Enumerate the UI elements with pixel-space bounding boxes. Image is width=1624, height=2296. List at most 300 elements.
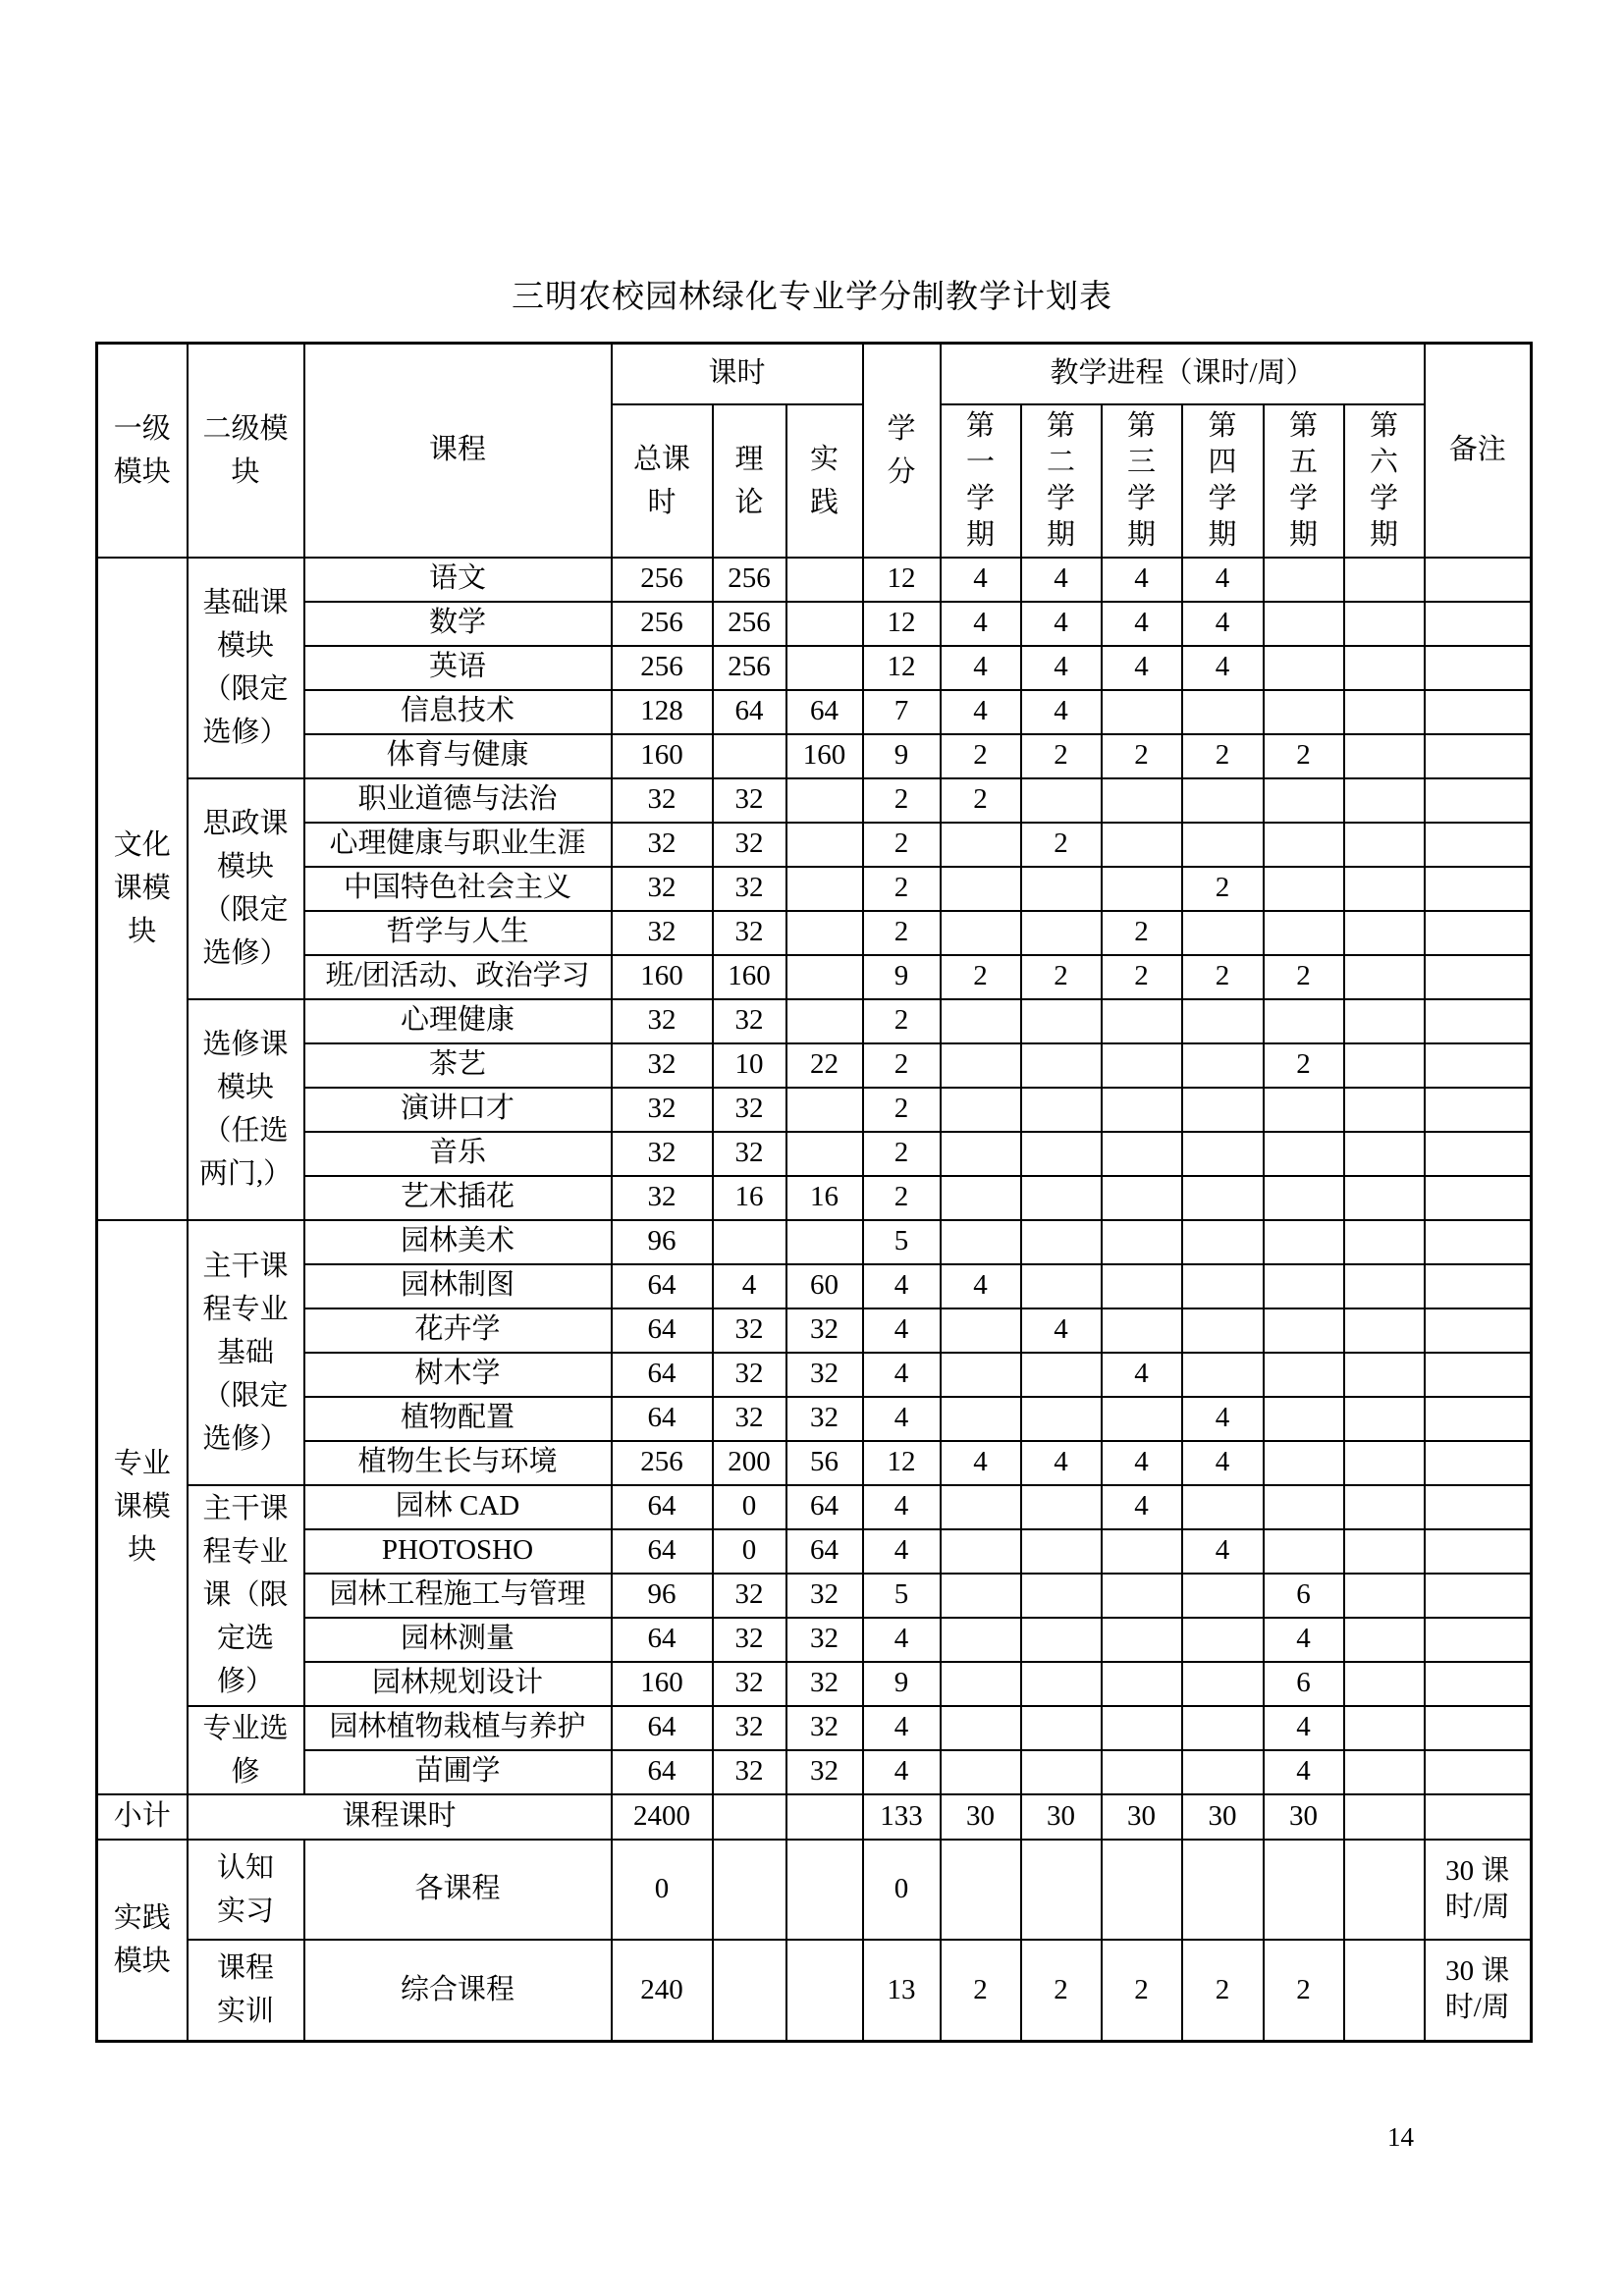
- semester-6-cell: [1344, 1132, 1425, 1176]
- remark-cell: [1425, 1353, 1532, 1397]
- level2-module-cell-line: 选修）: [202, 717, 289, 748]
- semester-1-cell: [941, 911, 1021, 955]
- semester-4-cell: 30: [1182, 1794, 1264, 1840]
- credits-cell: 4: [863, 1353, 941, 1397]
- course-cell: 信息技术: [304, 690, 612, 734]
- level1-module-header-line: 模块: [113, 455, 171, 488]
- total-hours-cell: 160: [612, 1662, 713, 1706]
- course-cell: 园林 CAD: [304, 1485, 612, 1529]
- course-cell: 树木学: [304, 1353, 612, 1397]
- semester-1-header-line: 学: [966, 482, 996, 514]
- course-cell: 音乐: [304, 1132, 612, 1176]
- practice-hours-cell: 16: [786, 1176, 863, 1220]
- credits-cell: 12: [863, 1441, 941, 1485]
- hours-group-header: 课时: [612, 344, 863, 404]
- semester-6-cell: [1344, 1485, 1425, 1529]
- practice-hours-cell: [786, 999, 863, 1043]
- level2-module-cell: [188, 558, 304, 778]
- semester-1-cell: [941, 1176, 1021, 1220]
- level2-module-cell-line: （限定: [202, 894, 289, 926]
- semester-5-cell: [1264, 1176, 1344, 1220]
- course-cell: 茶艺: [304, 1043, 612, 1088]
- practice-hours-cell: 32: [786, 1397, 863, 1441]
- semester-2-cell: [1021, 1529, 1102, 1574]
- course-cell: 英语: [304, 646, 612, 690]
- semester-6-header-line: 学: [1370, 482, 1399, 514]
- semester-1-header-line: 第: [966, 409, 996, 442]
- level2-module-cell-line: 实习: [216, 1895, 274, 1927]
- semester-4-cell: [1182, 1662, 1264, 1706]
- theory-header: [713, 404, 786, 558]
- credits-cell: 9: [863, 1662, 941, 1706]
- total-hours-cell: 64: [612, 1618, 713, 1662]
- practice-hours-cell: 64: [786, 1529, 863, 1574]
- remark-cell: [1425, 1794, 1532, 1840]
- semester-3-cell: 4: [1102, 1485, 1182, 1529]
- theory-hours-cell: [713, 1220, 786, 1264]
- course-header: 课程: [304, 344, 612, 558]
- semester-4-header-line: 学: [1208, 482, 1237, 514]
- semester-6-cell: [1344, 911, 1425, 955]
- semester-2-cell: [1021, 911, 1102, 955]
- remark-cell: [1425, 602, 1532, 646]
- practice-hours-cell: [786, 1794, 863, 1840]
- course-cell: 苗圃学: [304, 1750, 612, 1794]
- semester-5-cell: [1264, 646, 1344, 690]
- semester-1-cell: [941, 1529, 1021, 1574]
- credits-cell: 12: [863, 602, 941, 646]
- course-cell: PHOTOSHO: [304, 1529, 612, 1574]
- practice-hours-cell: 60: [786, 1264, 863, 1308]
- semester-5-cell: 6: [1264, 1574, 1344, 1618]
- semester-3-cell: [1102, 1706, 1182, 1750]
- level2-module-cell-line: 修: [231, 1755, 260, 1788]
- semester-2-cell: 4: [1021, 646, 1102, 690]
- semester-5-cell: 2: [1264, 1940, 1344, 2042]
- credits-cell: 12: [863, 558, 941, 602]
- semester-4-header: [1182, 404, 1264, 558]
- semester-5-header-line: 期: [1289, 518, 1319, 551]
- total-hours-header-line: 总课: [632, 443, 690, 475]
- course-cell: 演讲口才: [304, 1088, 612, 1132]
- level2-module-cell-line: 两门,）: [198, 1158, 293, 1190]
- credits-cell: 0: [863, 1840, 941, 1940]
- semester-3-cell: [1102, 1132, 1182, 1176]
- semester-4-cell: [1182, 1574, 1264, 1618]
- semester-6-cell: [1344, 734, 1425, 778]
- theory-hours-cell: 32: [713, 1308, 786, 1353]
- theory-hours-cell: 0: [713, 1529, 786, 1574]
- semester-3-cell: 4: [1102, 602, 1182, 646]
- semester-3-cell: 4: [1102, 1353, 1182, 1397]
- level2-module-header: [188, 344, 304, 558]
- course-cell: 心理健康: [304, 999, 612, 1043]
- practice-header: [786, 404, 863, 558]
- semester-4-cell: 4: [1182, 602, 1264, 646]
- semester-1-cell: [941, 1088, 1021, 1132]
- course-cell: 植物配置: [304, 1397, 612, 1441]
- theory-hours-cell: 10: [713, 1043, 786, 1088]
- course-cell: 综合课程: [304, 1940, 612, 2042]
- semester-4-cell: 2: [1182, 734, 1264, 778]
- level2-module-cell-line: 思政课: [202, 808, 289, 839]
- remark-cell: [1425, 1750, 1532, 1794]
- semester-2-cell: 2: [1021, 955, 1102, 999]
- semester-3-cell: [1102, 1176, 1182, 1220]
- theory-hours-cell: [713, 1840, 786, 1940]
- total-hours-cell: 256: [612, 558, 713, 602]
- practice-header-line: 实: [810, 443, 839, 475]
- theory-hours-cell: 256: [713, 646, 786, 690]
- semester-5-cell: 2: [1264, 1043, 1344, 1088]
- semester-2-cell: [1021, 778, 1102, 823]
- semester-6-cell: [1344, 1308, 1425, 1353]
- course-cell: 植物生长与环境: [304, 1441, 612, 1485]
- practice-hours-cell: 64: [786, 1485, 863, 1529]
- semester-6-cell: [1344, 1840, 1425, 1940]
- semester-3-cell: 2: [1102, 955, 1182, 999]
- semester-4-cell: 2: [1182, 955, 1264, 999]
- credits-cell: 7: [863, 690, 941, 734]
- course-cell: 班/团活动、政治学习: [304, 955, 612, 999]
- level1-module-cell-line: 块: [128, 1534, 157, 1566]
- total-hours-cell: 32: [612, 911, 713, 955]
- semester-1-cell: 4: [941, 1441, 1021, 1485]
- level2-module-cell: [188, 1220, 304, 1485]
- remark-cell: [1425, 823, 1532, 867]
- practice-hours-cell: 32: [786, 1618, 863, 1662]
- semester-4-cell: 2: [1182, 867, 1264, 911]
- total-hours-cell: 256: [612, 1441, 713, 1485]
- semester-6-cell: [1344, 1043, 1425, 1088]
- semester-4-cell: 4: [1182, 1397, 1264, 1441]
- theory-header-line: 理: [734, 443, 764, 475]
- semester-2-cell: [1021, 1088, 1102, 1132]
- credits-cell: 2: [863, 1176, 941, 1220]
- semester-2-cell: 4: [1021, 558, 1102, 602]
- semester-3-cell: 4: [1102, 558, 1182, 602]
- level2-module-cell-line: 模块: [216, 630, 274, 662]
- semester-3-cell: [1102, 1397, 1182, 1441]
- semester-2-cell: [1021, 1840, 1102, 1940]
- semester-5-cell: 2: [1264, 955, 1344, 999]
- remark-cell: [1425, 1529, 1532, 1574]
- semester-2-cell: 4: [1021, 1441, 1102, 1485]
- level2-module-header-line: 块: [231, 455, 260, 488]
- semester-1-cell: [941, 1353, 1021, 1397]
- semester-5-header-line: 第: [1289, 409, 1319, 442]
- credits-cell: 4: [863, 1308, 941, 1353]
- practice-header-line: 践: [810, 486, 839, 518]
- semester-5-cell: [1264, 867, 1344, 911]
- theory-hours-cell: 32: [713, 1574, 786, 1618]
- semester-3-cell: [1102, 1750, 1182, 1794]
- semester-1-cell: 4: [941, 690, 1021, 734]
- semester-5-header: [1264, 404, 1344, 558]
- course-cell: 园林规划设计: [304, 1662, 612, 1706]
- semester-6-cell: [1344, 1618, 1425, 1662]
- credits-cell: 2: [863, 1088, 941, 1132]
- total-hours-cell: 96: [612, 1220, 713, 1264]
- semester-2-cell: [1021, 1397, 1102, 1441]
- theory-hours-cell: [713, 1940, 786, 2042]
- semester-4-cell: [1182, 1353, 1264, 1397]
- semester-5-cell: [1264, 1220, 1344, 1264]
- total-hours-cell: 32: [612, 867, 713, 911]
- semester-2-cell: [1021, 1485, 1102, 1529]
- semester-4-cell: 4: [1182, 1529, 1264, 1574]
- remark-cell: [1425, 1840, 1532, 1940]
- total-hours-cell: 32: [612, 823, 713, 867]
- subtotal-label-cell: 小计: [97, 1794, 188, 1840]
- credits-cell: 2: [863, 867, 941, 911]
- remark-cell: [1425, 1043, 1532, 1088]
- credits-header: [863, 344, 941, 558]
- semester-3-header-line: 学: [1127, 482, 1157, 514]
- semester-3-cell: [1102, 1308, 1182, 1353]
- semester-2-header-line: 期: [1047, 518, 1076, 551]
- remark-cell-line: 30 课: [1445, 1854, 1510, 1887]
- semester-1-header: [941, 404, 1021, 558]
- practice-hours-cell: [786, 911, 863, 955]
- theory-hours-cell: 32: [713, 911, 786, 955]
- semester-2-header-line: 二: [1047, 446, 1076, 478]
- credits-cell: 9: [863, 955, 941, 999]
- credits-cell: 4: [863, 1264, 941, 1308]
- level2-module-cell-line: 基础课: [202, 587, 289, 618]
- semester-2-cell: [1021, 1618, 1102, 1662]
- total-hours-cell: 64: [612, 1750, 713, 1794]
- semester-3-cell: [1102, 1618, 1182, 1662]
- remark-cell: [1425, 1485, 1532, 1529]
- semester-5-cell: 4: [1264, 1706, 1344, 1750]
- semester-5-cell: [1264, 999, 1344, 1043]
- level1-module-cell: [97, 1220, 188, 1794]
- level1-module-cell-line: 专业: [113, 1448, 171, 1479]
- remark-cell: [1425, 1220, 1532, 1264]
- semester-4-cell: [1182, 911, 1264, 955]
- credits-cell: 13: [863, 1940, 941, 2042]
- level2-module-cell-line: 认知: [216, 1851, 274, 1884]
- course-cell: 中国特色社会主义: [304, 867, 612, 911]
- credits-cell: 12: [863, 646, 941, 690]
- level2-module-cell-line: 主干课: [202, 1250, 289, 1282]
- course-cell: 语文: [304, 558, 612, 602]
- semester-1-cell: 2: [941, 1940, 1021, 2042]
- semester-3-cell: [1102, 1088, 1182, 1132]
- level2-module-header-line: 二级模: [202, 412, 289, 445]
- level2-module-cell: [188, 1940, 304, 2042]
- semester-4-cell: [1182, 1043, 1264, 1088]
- semester-2-cell: [1021, 1353, 1102, 1397]
- remark-cell-line: 30 课: [1445, 1955, 1510, 1988]
- level2-module-cell-line: （限定: [202, 673, 289, 705]
- credits-header-line: 学: [887, 412, 916, 445]
- practice-hours-cell: [786, 955, 863, 999]
- semester-1-cell: [941, 1618, 1021, 1662]
- semester-3-cell: 4: [1102, 646, 1182, 690]
- semester-3-cell: [1102, 1662, 1182, 1706]
- semester-1-cell: 4: [941, 558, 1021, 602]
- level1-module-cell-line: 课模: [113, 873, 171, 904]
- theory-hours-cell: 32: [713, 1353, 786, 1397]
- total-hours-cell: 64: [612, 1485, 713, 1529]
- remark-cell: [1425, 778, 1532, 823]
- level2-module-cell-line: 专业选: [202, 1712, 289, 1744]
- remark-cell: [1425, 1574, 1532, 1618]
- semester-3-header-line: 三: [1127, 446, 1157, 478]
- semester-1-cell: 4: [941, 602, 1021, 646]
- credits-header-line: 分: [887, 455, 916, 488]
- semester-5-cell: [1264, 1397, 1344, 1441]
- semester-2-cell: 4: [1021, 1308, 1102, 1353]
- semester-4-cell: [1182, 1485, 1264, 1529]
- level1-module-cell-line: 模块: [113, 1946, 171, 1978]
- level2-module-cell-line: 实训: [216, 1996, 274, 2028]
- credits-cell: 5: [863, 1220, 941, 1264]
- semester-4-header-line: 第: [1208, 409, 1237, 442]
- theory-hours-cell: 200: [713, 1441, 786, 1485]
- semester-3-header-line: 期: [1127, 518, 1157, 551]
- remark-cell: [1425, 1132, 1532, 1176]
- practice-hours-cell: 32: [786, 1662, 863, 1706]
- theory-hours-cell: 256: [713, 602, 786, 646]
- total-hours-cell: 64: [612, 1706, 713, 1750]
- total-hours-cell: 32: [612, 999, 713, 1043]
- credits-cell: 2: [863, 1043, 941, 1088]
- level2-module-cell: [188, 778, 304, 999]
- credits-cell: 4: [863, 1485, 941, 1529]
- course-cell: 数学: [304, 602, 612, 646]
- page-title: 三明农校园林绿化专业学分制教学计划表: [512, 280, 1112, 315]
- semester-2-cell: [1021, 867, 1102, 911]
- theory-hours-cell: 32: [713, 1088, 786, 1132]
- semester-3-cell: [1102, 1043, 1182, 1088]
- course-cell: 哲学与人生: [304, 911, 612, 955]
- level2-module-cell-line: 修）: [216, 1666, 274, 1697]
- level2-module-cell: [188, 999, 304, 1220]
- total-hours-cell: 32: [612, 1176, 713, 1220]
- semester-4-cell: [1182, 690, 1264, 734]
- practice-hours-cell: 64: [786, 690, 863, 734]
- semester-1-cell: [941, 1220, 1021, 1264]
- credits-cell: 9: [863, 734, 941, 778]
- course-cell: 心理健康与职业生涯: [304, 823, 612, 867]
- practice-hours-cell: 22: [786, 1043, 863, 1088]
- theory-hours-cell: 32: [713, 778, 786, 823]
- level2-module-cell-line: （任选: [202, 1115, 289, 1147]
- remark-cell: [1425, 558, 1532, 602]
- course-cell: 体育与健康: [304, 734, 612, 778]
- semester-2-cell: [1021, 1750, 1102, 1794]
- semester-6-cell: [1344, 1088, 1425, 1132]
- semester-3-cell: [1102, 690, 1182, 734]
- semester-1-cell: [941, 1043, 1021, 1088]
- semester-3-header-line: 第: [1127, 409, 1157, 442]
- semester-5-cell: [1264, 1485, 1344, 1529]
- page-number: 14: [1387, 2122, 1414, 2152]
- credits-cell: 2: [863, 823, 941, 867]
- level1-module-header: [97, 344, 188, 558]
- remark-cell: [1425, 646, 1532, 690]
- semester-1-cell: [941, 1662, 1021, 1706]
- semester-1-cell: [941, 999, 1021, 1043]
- practice-hours-cell: [786, 1088, 863, 1132]
- remark-cell: [1425, 1706, 1532, 1750]
- theory-hours-cell: 16: [713, 1176, 786, 1220]
- total-hours-cell: 64: [612, 1264, 713, 1308]
- semester-6-cell: [1344, 558, 1425, 602]
- semester-6-cell: [1344, 778, 1425, 823]
- total-hours-cell: 160: [612, 734, 713, 778]
- semester-1-header-line: 一: [966, 446, 996, 478]
- semester-2-cell: [1021, 1132, 1102, 1176]
- course-cell: 园林制图: [304, 1264, 612, 1308]
- semester-6-cell: [1344, 690, 1425, 734]
- theory-hours-cell: 0: [713, 1485, 786, 1529]
- semester-5-cell: 2: [1264, 734, 1344, 778]
- semester-5-cell: [1264, 1264, 1344, 1308]
- course-cell: 园林植物栽植与养护: [304, 1706, 612, 1750]
- total-hours-cell: 256: [612, 646, 713, 690]
- semester-3-cell: [1102, 1264, 1182, 1308]
- practice-hours-cell: [786, 558, 863, 602]
- total-hours-cell: 32: [612, 778, 713, 823]
- remark-cell: [1425, 734, 1532, 778]
- semester-5-cell: [1264, 558, 1344, 602]
- semester-5-cell: 30: [1264, 1794, 1344, 1840]
- theory-hours-cell: 64: [713, 690, 786, 734]
- level2-module-cell-line: 定选: [216, 1623, 274, 1654]
- semester-3-cell: 2: [1102, 911, 1182, 955]
- practice-hours-cell: [786, 1132, 863, 1176]
- semester-6-cell: [1344, 1574, 1425, 1618]
- credits-cell: 2: [863, 911, 941, 955]
- total-hours-cell: 64: [612, 1353, 713, 1397]
- credits-cell: 4: [863, 1618, 941, 1662]
- semester-3-cell: [1102, 1840, 1182, 1940]
- theory-hours-cell: [713, 734, 786, 778]
- course-cell: 花卉学: [304, 1308, 612, 1353]
- semester-2-cell: [1021, 1574, 1102, 1618]
- semester-1-cell: [941, 1397, 1021, 1441]
- semester-6-cell: [1344, 1529, 1425, 1574]
- semester-1-cell: [941, 1706, 1021, 1750]
- semester-6-cell: [1344, 1662, 1425, 1706]
- remark-cell: [1425, 1264, 1532, 1308]
- semester-5-cell: 6: [1264, 1662, 1344, 1706]
- course-cell: 职业道德与法治: [304, 778, 612, 823]
- theory-header-line: 论: [734, 486, 764, 518]
- semester-5-cell: [1264, 823, 1344, 867]
- remark-cell: [1425, 999, 1532, 1043]
- practice-hours-cell: 32: [786, 1706, 863, 1750]
- semester-3-cell: [1102, 1574, 1182, 1618]
- semester-2-cell: [1021, 1176, 1102, 1220]
- semester-4-cell: [1182, 999, 1264, 1043]
- semester-6-cell: [1344, 1794, 1425, 1840]
- practice-hours-cell: 56: [786, 1441, 863, 1485]
- level1-module-cell-line: 实践: [113, 1902, 171, 1935]
- semester-2-cell: [1021, 1264, 1102, 1308]
- semester-1-cell: [941, 1574, 1021, 1618]
- remark-cell: [1425, 1940, 1532, 2042]
- total-hours-cell: 160: [612, 955, 713, 999]
- semester-5-cell: [1264, 911, 1344, 955]
- course-cell: 各课程: [304, 1840, 612, 1940]
- theory-hours-cell: 32: [713, 1706, 786, 1750]
- total-hours-cell: 256: [612, 602, 713, 646]
